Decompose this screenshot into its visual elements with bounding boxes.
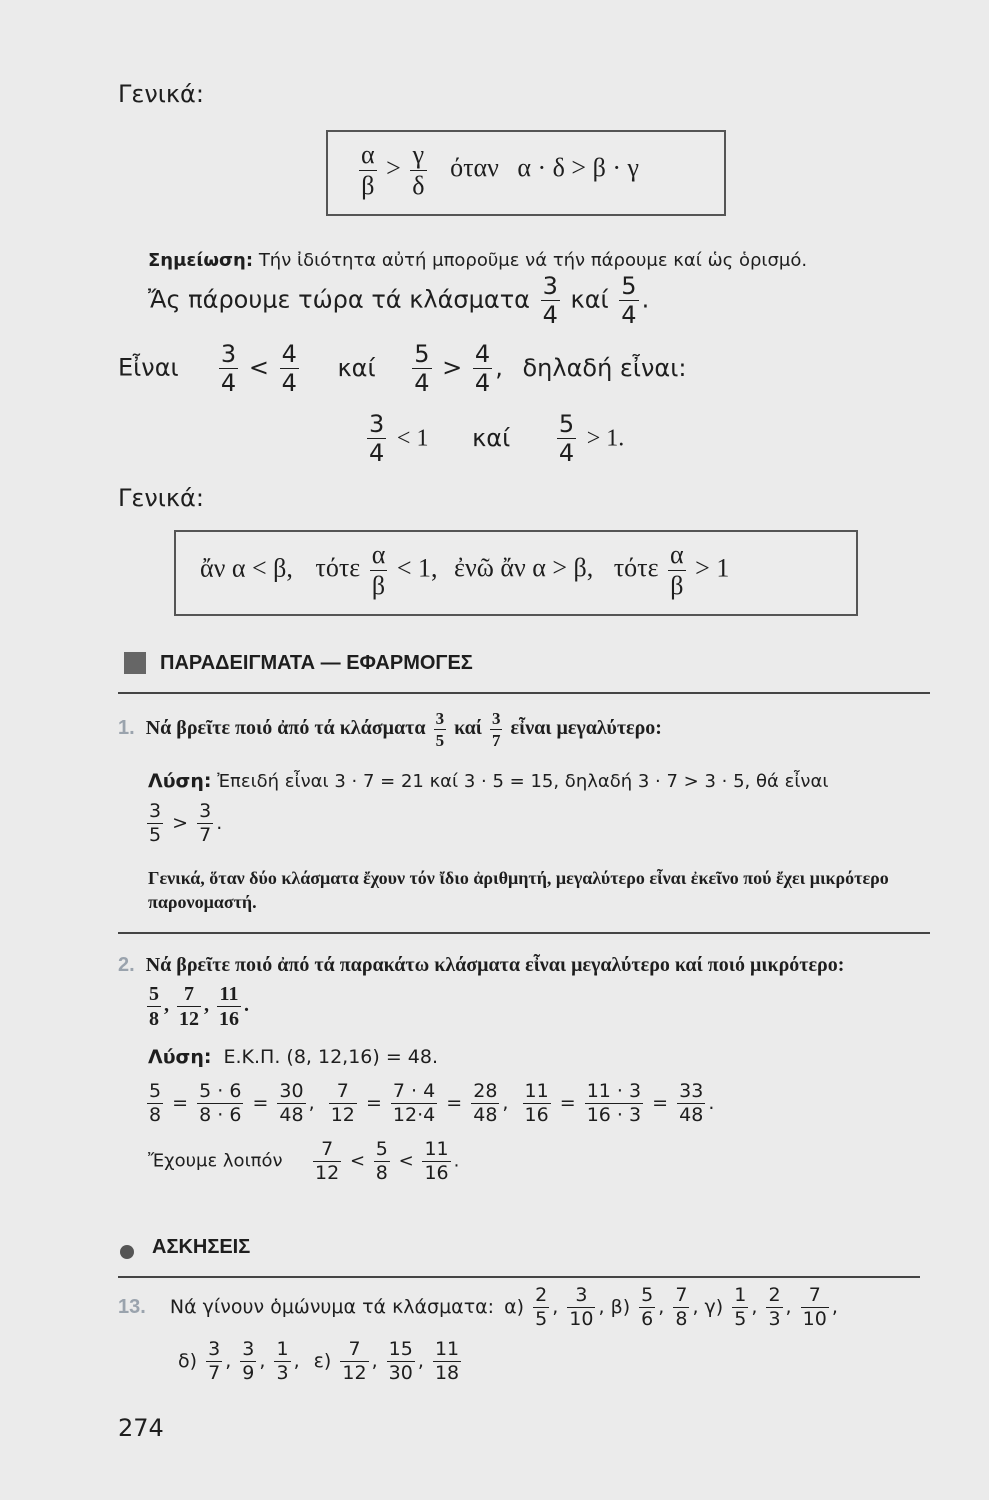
general-label-2: Γενικά: <box>118 484 204 512</box>
example-1-solution: Λύση: Ἐπειδή εἶναι 3 · 7 = 21 καί 3 · 5 = 15, δηλαδή 3 · 7 > 3 · 5, θά εἶναι <box>148 770 829 792</box>
section-square-icon <box>124 652 146 674</box>
examples-heading: ΠΑΡΑΔΕΙΓΜΑΤΑ — ΕΦΑΡΜΟΓΕΣ <box>160 652 473 674</box>
page-number: 274 <box>118 1414 164 1442</box>
take-fractions-line: Ἄς πάρουμε τώρα τά κλάσματα $\frac{3}{4}$ καί $\frac{5}{4}$ . <box>148 272 650 329</box>
example-2-conclusion: Ἔχουμε λοιπόν $\frac{7}{12}$ < $\frac{5}{8}$ < $\frac{11}{16}$ . <box>148 1138 460 1184</box>
fraction-c-d: $\frac{\gamma}{\delta}$ <box>412 140 425 200</box>
is-comparison-line: Εἶναι $\frac{3}{4}$ < $\frac{4}{4}$ καί $\frac{5}{4}$ > $\frac{4}{4}$ , δηλαδή εἶναι: <box>118 340 687 397</box>
example-2-solution: Λύση: Ε.Κ.Π. (8, 12,16) = 48. <box>148 1046 439 1068</box>
exercise-13-line-2: δ) $\frac{3}{7}$ , $\frac{3}{9}$ , $\frac{1}{3}$ , ε) $\frac{7}{12}$ , $\frac{15}{30}$ , $\frac{11}{18}$ <box>178 1338 460 1384</box>
less-greater-one-line: $\frac{3}{4}$ < 1 καί $\frac{5}{4}$ > 1. <box>369 410 625 467</box>
divider <box>118 692 930 694</box>
fraction-a-b: $\frac{\alpha}{\beta}$ <box>361 140 375 200</box>
example-1-question: 1. Νά βρεῖτε ποιό ἀπό τά κλάσματα $\frac{3}{5}$ καί $\frac{3}{7}$ εἶναι μεγαλύτερο: <box>118 709 662 750</box>
exercise-13-line-1: 13. Νά γίνουν ὁμώνυμα τά κλάσματα: α) $\frac{2}{5}$ , $\frac{3}{10}$ , β) $\frac{5}{6}$ , $\frac{7}{8}$ , γ) $\frac{1}{5}$ , $\frac{2}{3}$ , $\frac{7}{10}$ , <box>118 1284 838 1330</box>
exercises-heading: ΑΣΚΗΣΕΙΣ <box>152 1236 251 1258</box>
example-1-general: Γενικά, ὅταν δύο κλάσματα ἔχουν τόν ἴδιο ἀριθμητή, μεγαλύτερο εἶναι ἐκεῖνο πού ἔχει μικρότερο παρονομαστή. <box>148 868 889 912</box>
example-1-result: $\frac{3}{5}$ > $\frac{3}{7}$ . <box>149 800 223 846</box>
example-2-question: 2. Νά βρεῖτε ποιό ἀπό τά παρακάτω κλάσματα εἶναι μεγαλύτερο καί ποιό μικρότερο: <box>118 954 845 976</box>
divider <box>118 1276 920 1278</box>
rule-box-1: $\frac{\alpha}{\beta}$ > $\frac{\gamma}{\delta}$ όταν α · δ > β · γ <box>326 130 726 216</box>
example-2-equivalences: $\frac{5}{8}$ = $\frac{5 \cdot 6}{8 \cdot 6}$ = $\frac{30}{48}$ , $\frac{7}{12}$ = $\frac{7 \cdot 4}{12\cdot 4}$ = $\frac{28}{48}$ , $\frac{11}{16}$ = $\frac{11 \cdot 3}{16 \cdot 3}$ = $\frac{33}{48}$ . <box>149 1080 715 1126</box>
bullet-dot-icon <box>120 1245 134 1259</box>
general-label-1: Γενικά: <box>118 80 204 108</box>
example-2-fractions: $\frac{5}{8}$ , $\frac{7}{12}$ , $\frac{11}{16}$ . <box>149 983 249 1030</box>
note-line: Σημείωση: Τήν ἰδιότητα αὐτή μποροῦμε νά τήν πάρουμε καί ὡς ὁρισμό. <box>148 250 808 271</box>
rule-box-2: ἄν α < β, τότε $\frac{\alpha}{\beta}$ < 1, ἐνῶ ἄν α > β, τότε $\frac{\alpha}{\beta}$ > 1 <box>174 530 858 616</box>
divider <box>118 932 930 934</box>
